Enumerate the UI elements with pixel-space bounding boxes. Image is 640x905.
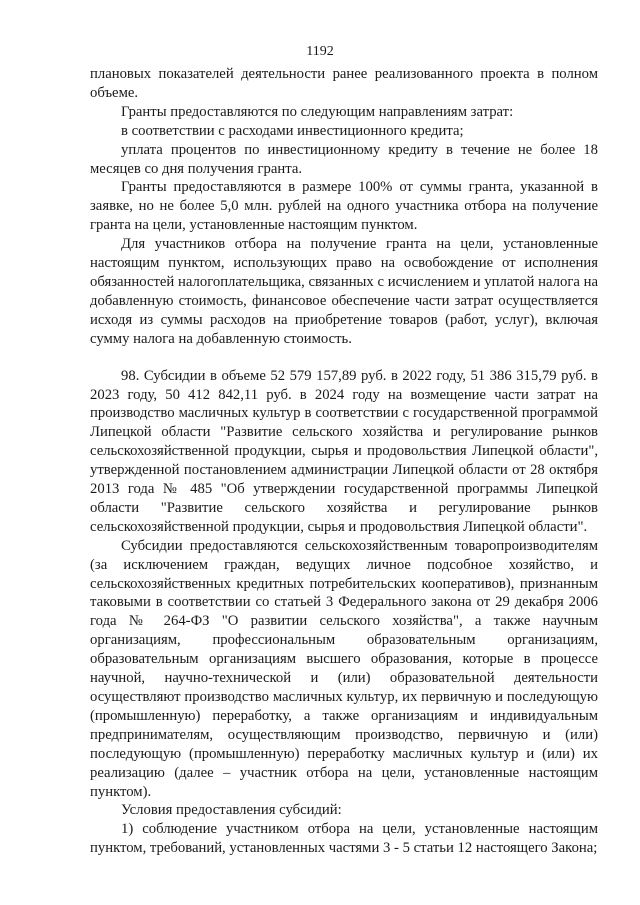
paragraph-investment-credit: в соответствии с расходами инвестиционного кредита; bbox=[121, 122, 464, 139]
document-body bbox=[90, 65, 598, 858]
page-number: 1192 bbox=[306, 44, 334, 59]
paragraph-item-98: 98. Субсидии в объеме 52 579 157,89 руб. в 2022 году, 51 386 315,79 руб. в 2023 году, 50 412 842,11 руб. в 2024 году на возмещение части затрат на производство масличных культур в соответствии с государственной программой Липецкой области "Развитие сельского хозяйства и регулирование рынков сельскохозяйственной продукции, сырья и продовольствия Липецкой области", утвержденной постановлением администрации Липецкой области от 28 октября 2013 года № 485 "Об утверждении государственной программы Липецкой области "Развитие сельского хозяйства и регулирование рынков сельскохозяйственной продукции, сырья и продовольствия Липецкой области". bbox=[90, 367, 598, 535]
paragraph-grant-directions: Гранты предоставляются по следующим направлениям затрат: bbox=[121, 103, 514, 120]
paragraph-subsidy-recipients: Субсидии предоставляются сельскохозяйственным товаропроизводителям (за исключением граждан, ведущих личное подсобное хозяйство, и сельскохозяйственных кредитных потребительских кооперативов), признанным таковыми в соответствии со статьей 3 Федерального закона от 29 декабря 2006 года № 264-ФЗ "О развитии сельского хозяйства", а также научным организациям, профессиональным образовательным организациям, образовательным организациям высшего образования, которые в процессе научной, научно-технической и (или) образовательной деятельности осуществляют производство масличных культур, их первичную и последующую (промышленную) переработку, а также организациям и индивидуальным предпринимателям, осуществляющим производство, первичную и (или) последующую (промышленную) переработку масличных культур и (или) их реализацию (далее – участник отбора на цели, установленные настоящим пунктом). bbox=[90, 537, 598, 800]
paragraph-continuation: плановых показателей деятельности ранее реализованного проекта в полном объеме. bbox=[90, 66, 598, 101]
paragraph-condition-1: 1) соблюдение участником отбора на цели, установленные настоящим пунктом, требований, установленных частями 3 - 5 статьи 12 настоящего Закона; bbox=[90, 821, 598, 857]
paragraph-interest-payment: уплата процентов по инвестиционному кредиту в течение не более 18 месяцев со дня получения гранта. bbox=[90, 141, 598, 177]
paragraph-vat-exemption: Для участников отбора на получение гранта на цели, установленные настоящим пунктом, использующих право на освобождение от исполнения обязанностей налогоплательщика, связанных с исчислением и уплатой налога на добавленную стоимость, финансовое обеспечение части затрат осуществляется исходя из суммы расходов на приобретение товаров (работ, услуг), включая сумму налога на добавленную стоимость. bbox=[90, 236, 598, 347]
paragraph-conditions-heading: Условия предоставления субсидий: bbox=[121, 802, 342, 819]
paragraph-grant-amount: Гранты предоставляются в размере 100% от суммы гранта, указанной в заявке, но не более 5,0 млн. рублей на одного участника отбора на получение гранта на цели, установленные настоящим пунктом. bbox=[90, 179, 598, 234]
